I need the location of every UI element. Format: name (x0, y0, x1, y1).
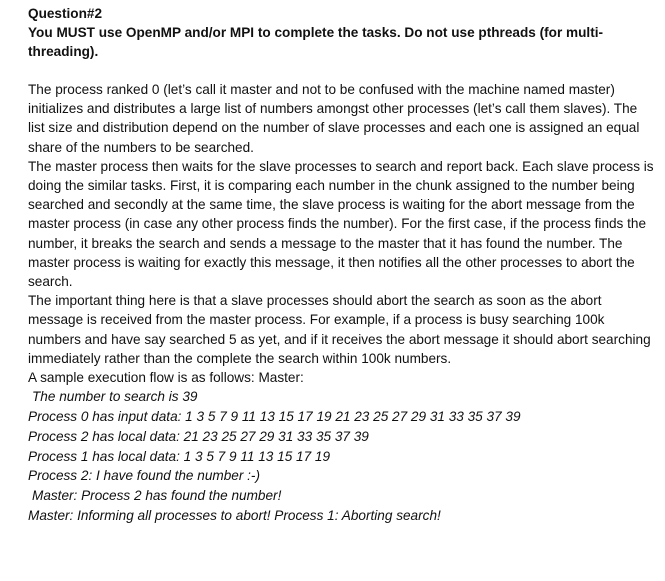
question-heading: Question#2 (28, 6, 103, 21)
flow-line-process2-local: Process 2 has local data: 21 23 25 27 29 31 33 35 37 39 (28, 428, 369, 444)
flow-line-master-found: Master: Process 2 has found the number! (32, 488, 282, 504)
question-document (28, 4, 654, 526)
flow-line-master-abort: Master: Informing all processes to abort! Process 1: Aborting search! (28, 508, 441, 524)
flow-line-process2-found: Process 2: I have found the number :-) (28, 468, 260, 484)
flow-line-process0-input: Process 0 has input data: 1 3 5 7 9 11 13 15 17 19 21 23 25 27 29 31 33 35 37 39 (28, 409, 521, 425)
paragraph-slave-search: The master process then waits for the slave processes to search and report back. Each slave process is doing the similar tasks. First, it is comparing each number in the chunk assigned to the number being searched and secondly at the same time, the slave process is waiting for the abort message from the master process (in case any other process finds the number). For the first case, if the process finds the number, it breaks the search and sends a message to the master that it has found the number. The master process is waiting for exactly this message, it then notifies all the other processes to abort the search. (28, 158, 654, 290)
sample-flow-intro: A sample execution flow is as follows: Master: (28, 370, 304, 386)
flow-line-number-to-search: The number to search is 39 (32, 389, 198, 405)
paragraph-abort-requirement: The important thing here is that a slave processes should abort the search as soon as the abort message is received from the master process. For example, if a process is busy searching 100k numbers and have say searched 5 as yet, and if it receives the abort message it should abort searching immediately rather than the complete the search within 100k numbers. (28, 293, 651, 366)
sample-flow-output (28, 387, 654, 526)
flow-line-process1-local: Process 1 has local data: 1 3 5 7 9 11 13 15 17 19 (28, 448, 331, 464)
paragraph-master-init: The process ranked 0 (let’s call it master and not to be confused with the machine named master) initializes and distributes a large list of numbers amongst other processes (let’s call them slaves). The list size and distribution depend on the number of slave processes and each one is assigned an equal share of the numbers to be searched. (28, 82, 640, 155)
question-instruction: You MUST use OpenMP and/or MPI to complete the tasks. Do not use pthreads (for multi-threading). (28, 25, 604, 59)
